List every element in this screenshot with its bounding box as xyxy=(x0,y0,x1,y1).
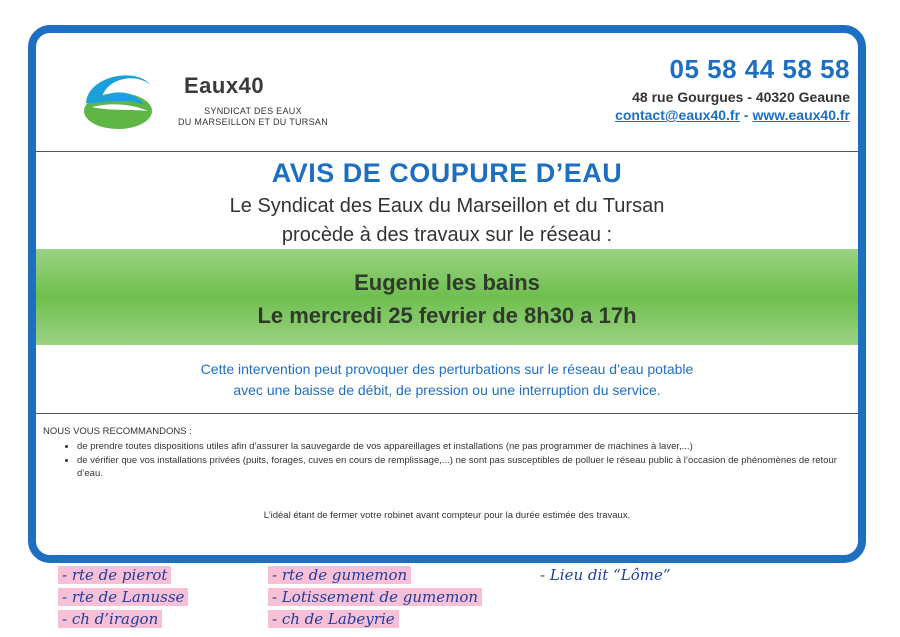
recommendation-item: • de prendre toutes dispositions utiles afin d’assurer la sauvegarde de vos appareillages et installations (ne pas programmer de machines à laver,...) xyxy=(77,440,850,453)
handwritten-note: - Lieu dit “Lôme” xyxy=(540,566,671,584)
address: 48 rue Gourgues - 40320 Geaune xyxy=(632,89,850,105)
brand-subtitle-line-1: SYNDICAT DES EAUX xyxy=(204,106,302,116)
ideal-advice: L’idéal étant de fermer votre robinet avant compteur pour la durée estimée des travaux. xyxy=(263,510,631,521)
notice-frame xyxy=(28,25,866,563)
brand-subtitle-line-2: DU MARSEILLON ET DU TURSAN xyxy=(178,117,328,127)
handwritten-note: - Lotissement de gumemon xyxy=(268,588,482,606)
phone-number: 05 58 44 58 58 xyxy=(669,54,850,84)
email-link[interactable]: contact@eaux40.fr xyxy=(615,107,741,123)
contact-separator: - xyxy=(740,107,753,123)
recommendations-list xyxy=(43,440,850,480)
handwritten-note: - rte de Lanusse xyxy=(58,588,188,606)
info-line-2: avec une baisse de débit, de pression ou une interruption du service. xyxy=(233,382,661,398)
notice-subtitle-2: procède à des travaux sur le réseau : xyxy=(281,224,613,246)
handwritten-note: - ch de Labeyrie xyxy=(268,610,399,628)
website-link[interactable]: www.eaux40.fr xyxy=(752,107,850,123)
notice-subtitle-1: Le Syndicat des Eaux du Marseillon et du Tursan xyxy=(229,195,665,217)
date-text: Le mercredi 25 fevrier de 8h30 a 17h xyxy=(257,303,637,328)
notice-title: AVIS DE COUPURE D’EAU xyxy=(271,158,623,188)
handwritten-note: - ch d’iragon xyxy=(58,610,162,628)
info-divider xyxy=(36,413,858,414)
recommendations-heading: NOUS VOUS RECOMMANDONS : xyxy=(43,426,192,437)
header-divider xyxy=(36,151,858,152)
location-text: Eugenie les bains xyxy=(354,270,540,295)
handwritten-note: - rte de gumemon xyxy=(268,566,411,584)
recommendation-item: • de vérifier que vos installations privées (puits, forages, cuves en cours de remplissage,...) ne sont pas susceptibles de polluer le réseau public à l’occasion de phénomènes de retour d’eau. xyxy=(77,454,850,480)
brand-name: Eaux40 xyxy=(184,73,265,98)
highlight-band xyxy=(36,249,858,345)
handwritten-note: - rte de pierot xyxy=(58,566,171,584)
brand-subtitle xyxy=(178,106,328,128)
info-line-1: Cette intervention peut provoquer des perturbations sur le réseau d’eau potable xyxy=(200,361,694,377)
recommendations xyxy=(43,425,850,481)
contact-line xyxy=(615,107,850,123)
eaux40-logo xyxy=(78,63,158,133)
